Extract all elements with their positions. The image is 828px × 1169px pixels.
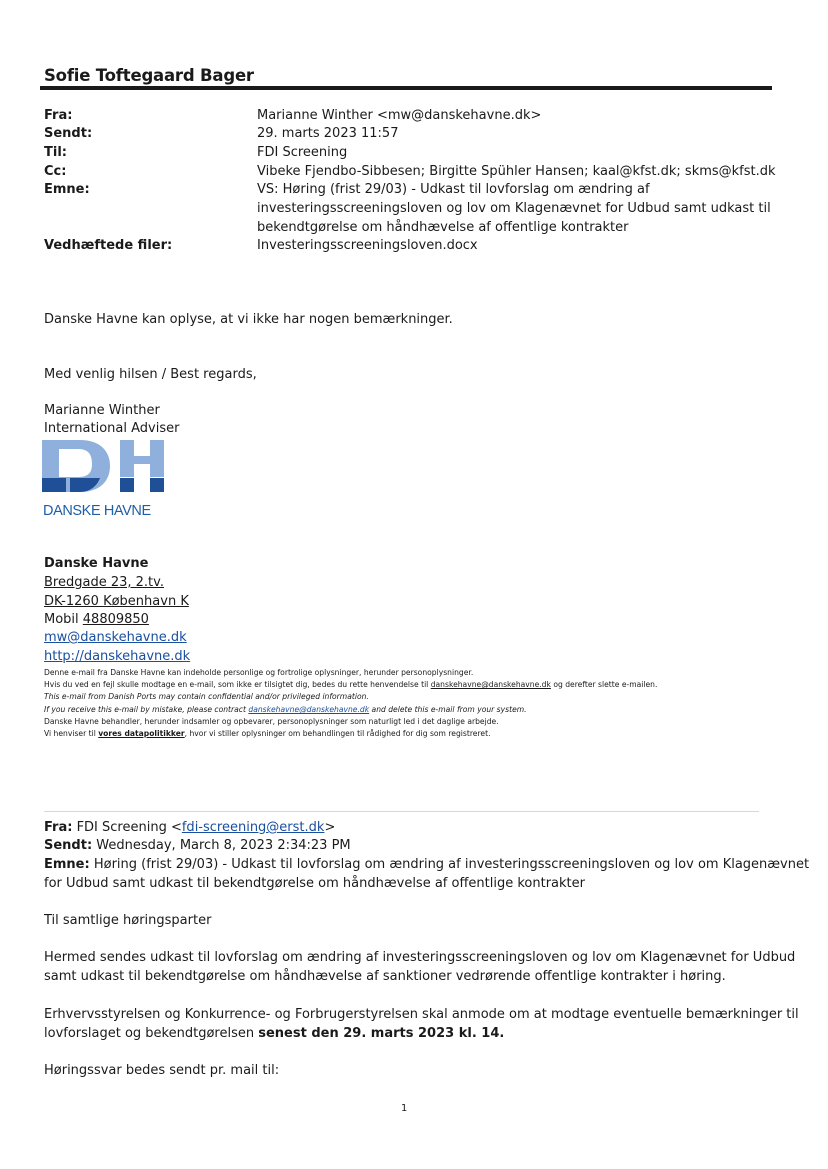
- fwd-sent-line: [44, 838, 351, 853]
- fwd-subject-line-1: [44, 857, 809, 872]
- disclaimer-email-link-2[interactable]: danskehavne@danskehavne.dk: [248, 705, 370, 714]
- attachment-file[interactable]: Investeringsscreeningsloven.docx: [257, 238, 478, 253]
- fwd-from-name: FDI Screening <: [72, 820, 182, 835]
- email-link[interactable]: mw@danskehavne.dk: [44, 630, 187, 645]
- para-1-line-2: samt udkast til bekendtgørelse om håndhævelse af sanktioner vedrørende offentlige kontrakter i høring.: [44, 969, 726, 984]
- disclaimer-line-3: This e-mail from Danish Ports may contain confidential and/or privileged information.: [44, 692, 369, 701]
- disclaimer-text: Hvis du ved en fejl skulle modtage en e-mail, som ikke er tilsigtet dig, bedes du rette henvendelse til: [44, 680, 431, 689]
- logo-text: DANSKE HAVNE: [43, 503, 151, 519]
- subject-line-1: VS: Høring (frist 29/03) - Udkast til lovforslag om ændring af: [257, 182, 650, 197]
- fwd-from-email-link[interactable]: fdi-screening@erst.dk: [181, 820, 325, 835]
- disclaimer-text: Vi henviser til: [44, 729, 99, 738]
- attachments-label: Vedhæftede filer:: [44, 238, 173, 253]
- fwd-subject-line-2: for Udbud samt udkast til bekendtgørelse om håndhævelse af offentlige kontrakter: [44, 876, 585, 891]
- fwd-sent-value: Wednesday, March 8, 2023 2:34:23 PM: [92, 838, 351, 853]
- para-1-line-1: Hermed sendes udkast til lovforslag om ændring af investeringsscreeningsloven og lov om Klagenævnet for Udbud: [44, 950, 796, 965]
- disclaimer-line-2: [44, 680, 657, 689]
- disclaimer-email-link[interactable]: danskehavne@danskehavne.dk: [430, 680, 551, 689]
- to-value: FDI Screening: [257, 145, 348, 160]
- fwd-subject-text: Høring (frist 29/03) - Udkast til lovforslag om ændring af investeringsscreeningsloven og lov om Klagenævnet: [89, 857, 810, 872]
- signature-title: International Adviser: [44, 421, 180, 436]
- org-name: Danske Havne: [44, 556, 149, 571]
- para-3: Høringssvar bedes sendt pr. mail til:: [44, 1063, 280, 1078]
- cc-label: Cc:: [44, 164, 67, 179]
- fwd-subject-label: Emne:: [44, 857, 90, 872]
- disclaimer-text: and delete this e-mail from your system.: [369, 705, 527, 714]
- mobile-label: Mobil: [44, 612, 83, 627]
- danske-havne-logo: [42, 440, 164, 492]
- sent-value: 29. marts 2023 11:57: [257, 126, 399, 141]
- from-value: Marianne Winther <mw@danskehavne.dk>: [257, 108, 542, 123]
- disclaimer-line-6: [44, 729, 491, 738]
- greeting: Til samtlige høringsparter: [44, 913, 212, 928]
- website-link[interactable]: http://danskehavne.dk: [44, 649, 191, 664]
- disclaimer-line-5: Danske Havne behandler, herunder indsamler og opbevarer, personoplysninger som naturligt led i det daglige arbejde.: [44, 717, 499, 726]
- cc-value: Vibeke Fjendbo-Sibbesen; Birgitte Spühler Hansen; kaal@kfst.dk; skms@kfst.dk: [257, 164, 776, 179]
- disclaimer-text: , hvor vi stiller oplysninger om behandlingen til rådighed for dig som registreret.: [184, 729, 491, 738]
- para-2-line-1: Erhvervsstyrelsen og Konkurrence- og Forbrugerstyrelsen skal anmode om at modtage eventuelle bemærkninger til: [44, 1007, 799, 1022]
- address-city[interactable]: DK-1260 København K: [44, 594, 189, 609]
- forward-separator: [44, 811, 759, 812]
- disclaimer-line-1: Denne e-mail fra Danske Havne kan indeholde personlige og fortrolige oplysninger, herunder personoplysninger.: [44, 668, 474, 677]
- para-2-line-2: [44, 1026, 504, 1041]
- from-label: Fra:: [44, 108, 73, 123]
- subject-label: Emne:: [44, 182, 90, 197]
- fwd-from-label: Fra:: [44, 820, 73, 835]
- to-label: Til:: [44, 145, 67, 160]
- mobile-number[interactable]: 48809850: [82, 612, 149, 627]
- disclaimer-line-4: [44, 705, 527, 714]
- mobile-line: [44, 612, 149, 627]
- disclaimer-text: If you receive this e-mail by mistake, please contract: [44, 705, 249, 714]
- page-number: 1: [401, 1103, 408, 1114]
- page-title: Sofie Toftegaard Bager: [44, 66, 254, 85]
- title-rule: [40, 86, 772, 90]
- subject-line-2: investeringsscreeningsloven og lov om Klagenævnet for Udbud samt udkast til: [257, 201, 771, 216]
- regards: Med venlig hilsen / Best regards,: [44, 367, 257, 382]
- fwd-sent-label: Sendt:: [44, 838, 93, 853]
- address-street[interactable]: Bredgade 23, 2.tv.: [44, 575, 164, 590]
- para-2-text: lovforslaget og bekendtgørelsen: [44, 1026, 259, 1041]
- sent-label: Sendt:: [44, 126, 93, 141]
- data-policy-link[interactable]: vores datapolitikker: [98, 729, 185, 738]
- fwd-from-close: >: [324, 820, 336, 835]
- subject-line-3: bekendtgørelse om håndhævelse af offentlige kontrakter: [257, 220, 629, 235]
- fwd-from-line: [44, 820, 335, 835]
- deadline-text: senest den 29. marts 2023 kl. 14.: [258, 1026, 505, 1041]
- signature-name: Marianne Winther: [44, 403, 160, 418]
- body-line: Danske Havne kan oplyse, at vi ikke har nogen bemærkninger.: [44, 312, 453, 327]
- disclaimer-text: og derefter slette e-mailen.: [550, 680, 658, 689]
